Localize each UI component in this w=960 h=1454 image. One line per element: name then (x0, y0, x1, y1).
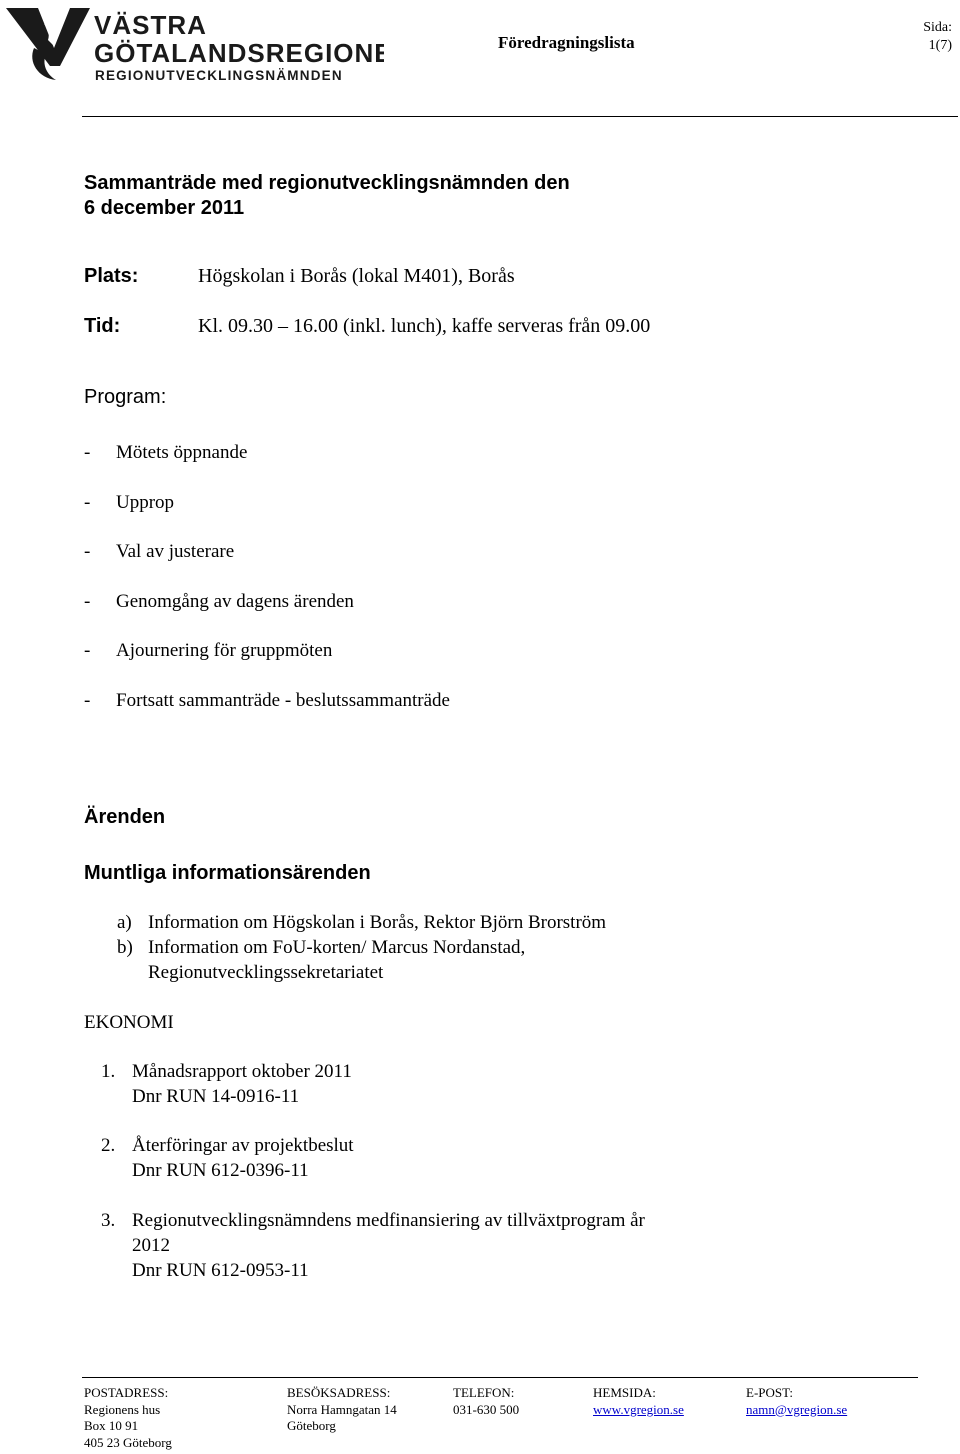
footer-visit-address (287, 1385, 397, 1435)
list-item-text: Ajournering för gruppmöten (116, 640, 333, 661)
list-dash: - (84, 541, 91, 562)
agenda-item-dnr: Dnr RUN 14-0916-11 (132, 1086, 300, 1107)
footer-line: 405 23 Göteborg (84, 1434, 172, 1450)
list-item-text: Fortsatt sammanträde - beslutssammanträde (116, 690, 450, 711)
time-value: Kl. 09.30 – 16.00 (inkl. lunch), kaffe serveras från 09.00 (198, 315, 651, 337)
list-item-continuation: Regionutvecklingssekretariatet (148, 962, 384, 983)
list-marker: 2. (101, 1135, 116, 1156)
website-link[interactable]: www.vgregion.se (593, 1401, 684, 1417)
footer-label: HEMSIDA: (593, 1385, 656, 1400)
footer-line: 031-630 500 (453, 1401, 520, 1417)
organization-logo (4, 4, 384, 84)
header-divider (82, 116, 958, 117)
economy-heading: EKONOMI (84, 1012, 174, 1033)
footer-phone (453, 1385, 519, 1418)
list-item (84, 690, 450, 712)
page-label: Sida: (923, 20, 952, 35)
place-value: Högskolan i Borås (lokal M401), Borås (198, 265, 515, 287)
list-marker: 3. (101, 1210, 116, 1231)
list-item (84, 442, 247, 464)
oral-info-heading: Muntliga informationsärenden (84, 862, 371, 884)
footer-postal-address (84, 1385, 172, 1451)
footer-line: Regionens hus (84, 1401, 161, 1417)
agenda-item-text: Regionutvecklingsnämndens medfinansiering av tillväxtprogram år (132, 1210, 645, 1231)
list-dash: - (84, 690, 91, 711)
email-link[interactable]: namn@vgregion.se (746, 1401, 848, 1417)
footer-line: Norra Hamngatan 14 (287, 1401, 397, 1417)
list-item-text: Information om Högskolan i Borås, Rektor Björn Brorström (148, 912, 607, 933)
agenda-item-continuation: 2012 (132, 1235, 170, 1256)
list-item (84, 541, 234, 563)
agenda-item-text: Återföringar av projektbeslut (132, 1135, 354, 1156)
place-label: Plats: (84, 265, 139, 287)
agenda-item-text: Månadsrapport oktober 2011 (132, 1061, 352, 1082)
list-dash: - (84, 591, 91, 612)
list-item-text: Mötets öppnande (116, 442, 248, 463)
program-heading: Program: (84, 386, 167, 408)
page-number: 1(7) (928, 38, 952, 53)
agenda-item (101, 1135, 354, 1157)
list-marker: 1. (101, 1061, 116, 1082)
title-line-1: Sammanträde med regionutvecklingsnämnden den (84, 172, 570, 194)
list-item (117, 912, 606, 934)
list-dash: - (84, 640, 91, 661)
logo-line-2: GÖTALANDSREGIONEN (94, 38, 384, 68)
footer-label: E-POST: (746, 1385, 794, 1400)
list-item-text: Genomgång av dagens ärenden (116, 591, 354, 612)
page-title (84, 171, 570, 221)
footer-email (746, 1385, 847, 1418)
time-label: Tid: (84, 315, 121, 337)
title-line-2: 6 december 2011 (84, 197, 245, 219)
footer-label: POSTADRESS: (84, 1385, 169, 1400)
logo-line-1: VÄSTRA (94, 10, 207, 40)
list-item-text: Upprop (116, 492, 175, 513)
agenda-item-dnr: Dnr RUN 612-0953-11 (132, 1260, 309, 1281)
list-item (84, 591, 354, 613)
agenda-item (101, 1210, 645, 1232)
list-item-text: Val av justerare (116, 541, 235, 562)
footer-website (593, 1385, 684, 1418)
footer-label: BESÖKSADRESS: (287, 1385, 391, 1400)
vgr-swirl-logo-icon (4, 4, 384, 84)
agenda-item-dnr: Dnr RUN 612-0396-11 (132, 1160, 309, 1181)
footer-label: TELEFON: (453, 1385, 515, 1400)
document-type: Föredragningslista (498, 33, 635, 52)
list-item (117, 937, 525, 959)
list-item (84, 492, 174, 514)
list-item (84, 640, 332, 662)
list-dash: - (84, 492, 91, 513)
agenda-item (101, 1061, 352, 1083)
arenden-heading: Ärenden (84, 806, 166, 828)
list-marker: b) (117, 937, 133, 958)
list-dash: - (84, 442, 91, 463)
footer-line: Göteborg (287, 1418, 336, 1433)
footer-divider (82, 1377, 918, 1378)
list-item-text: Information om FoU-korten/ Marcus Nordanstad, (148, 937, 526, 958)
footer-line: Box 10 91 (84, 1418, 139, 1433)
logo-line-3: REGIONUTVECKLINGSNÄMNDEN (95, 68, 343, 83)
list-marker: a) (117, 912, 132, 933)
